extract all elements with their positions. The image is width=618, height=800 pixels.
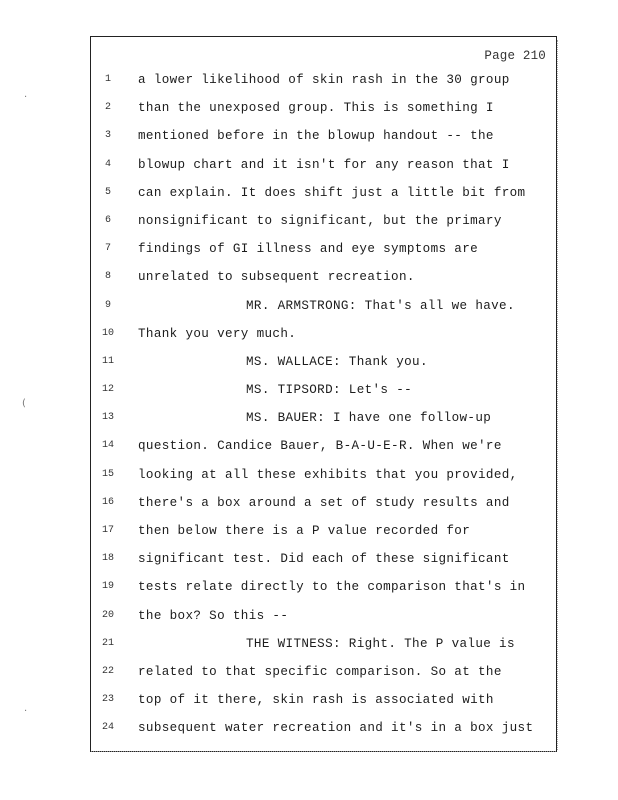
line-text: MS. BAUER: I have one follow-up xyxy=(246,411,492,426)
line-number: 15 xyxy=(101,468,114,480)
line-text: Thank you very much. xyxy=(138,326,297,341)
line-text: mentioned before in the blowup handout -- the xyxy=(138,129,494,144)
line-number: 24 xyxy=(101,722,114,734)
transcript-line xyxy=(91,432,556,460)
scan-mark-top: · xyxy=(24,92,28,103)
line-text: MS. WALLACE: Thank you. xyxy=(246,354,428,369)
transcript-line xyxy=(91,545,556,573)
right-edge-artifact xyxy=(557,40,560,750)
line-text: than the unexposed group. This is something I xyxy=(138,101,494,116)
transcript-line xyxy=(91,235,556,263)
footer-rule xyxy=(91,751,556,755)
line-number: 18 xyxy=(101,553,114,565)
line-text: question. Candice Bauer, B-A-U-E-R. When we're xyxy=(138,439,502,454)
line-number: 4 xyxy=(104,158,111,170)
line-text: findings of GI illness and eye symptoms are xyxy=(138,242,479,257)
line-number: 8 xyxy=(104,271,111,283)
transcript-line xyxy=(91,263,556,291)
line-text: nonsignificant to significant, but the primary xyxy=(138,213,502,228)
line-text: looking at all these exhibits that you provided, xyxy=(138,467,518,482)
transcript-line xyxy=(91,714,556,742)
line-number: 22 xyxy=(101,665,114,677)
line-number: 6 xyxy=(104,214,111,226)
line-text: THE WITNESS: Right. The P value is xyxy=(246,636,515,651)
line-number: 13 xyxy=(101,412,114,424)
scan-mark-bottom: · xyxy=(24,706,28,717)
transcript-line xyxy=(91,348,556,376)
line-number: 12 xyxy=(101,384,114,396)
transcript-line xyxy=(91,658,556,686)
transcript-lines xyxy=(91,66,556,743)
line-text: MS. TIPSORD: Let's -- xyxy=(246,383,413,398)
line-text: top of it there, skin rash is associated with xyxy=(138,693,494,708)
line-number: 21 xyxy=(101,637,114,649)
line-number: 11 xyxy=(101,355,114,367)
line-text: tests relate directly to the comparison that's in xyxy=(138,580,526,595)
line-number: 2 xyxy=(104,102,111,114)
transcript-line xyxy=(91,94,556,122)
line-text: the box? So this -- xyxy=(138,608,289,623)
transcript-line xyxy=(91,461,556,489)
line-number: 23 xyxy=(101,694,114,706)
scan-mark-middle: ( xyxy=(22,398,26,409)
transcript-line xyxy=(91,151,556,179)
transcript-line xyxy=(91,404,556,432)
line-text: MR. ARMSTRONG: That's all we have. xyxy=(246,298,515,313)
transcript-line xyxy=(91,207,556,235)
page-number: Page 210 xyxy=(484,49,546,63)
transcript-line xyxy=(91,489,556,517)
line-text: then below there is a P value recorded for xyxy=(138,524,471,538)
line-text: can explain. It does shift just a little bit from xyxy=(138,185,526,200)
transcript-line xyxy=(91,179,556,207)
transcript-line xyxy=(91,602,556,630)
transcript-line xyxy=(91,292,556,320)
line-number: 5 xyxy=(104,186,111,198)
line-text: related to that specific comparison. So at the xyxy=(138,664,502,679)
line-text: a lower likelihood of skin rash in the 30 group xyxy=(138,73,510,87)
line-number: 16 xyxy=(101,496,114,508)
line-number: 7 xyxy=(104,243,111,255)
transcript-page xyxy=(90,36,557,752)
line-text: unrelated to subsequent recreation. xyxy=(138,270,415,285)
transcript-line xyxy=(91,630,556,658)
line-text: subsequent water recreation and it's in a box just xyxy=(138,721,534,736)
line-number: 10 xyxy=(101,327,114,339)
line-text: blowup chart and it isn't for any reason that I xyxy=(138,157,510,172)
transcript-line xyxy=(91,517,556,545)
line-number: 14 xyxy=(101,440,114,452)
line-number: 3 xyxy=(104,130,111,142)
transcript-line xyxy=(91,686,556,714)
line-number: 9 xyxy=(104,299,111,311)
transcript-line xyxy=(91,573,556,601)
line-number: 1 xyxy=(104,74,111,85)
line-number: 20 xyxy=(101,609,114,621)
transcript-line xyxy=(91,376,556,404)
transcript-line xyxy=(91,320,556,348)
transcript-line xyxy=(91,122,556,150)
line-text: there's a box around a set of study results and xyxy=(138,495,510,510)
transcript-line xyxy=(91,66,556,94)
line-number: 17 xyxy=(101,525,114,536)
line-number: 19 xyxy=(101,581,114,593)
line-text: significant test. Did each of these significant xyxy=(138,552,510,567)
